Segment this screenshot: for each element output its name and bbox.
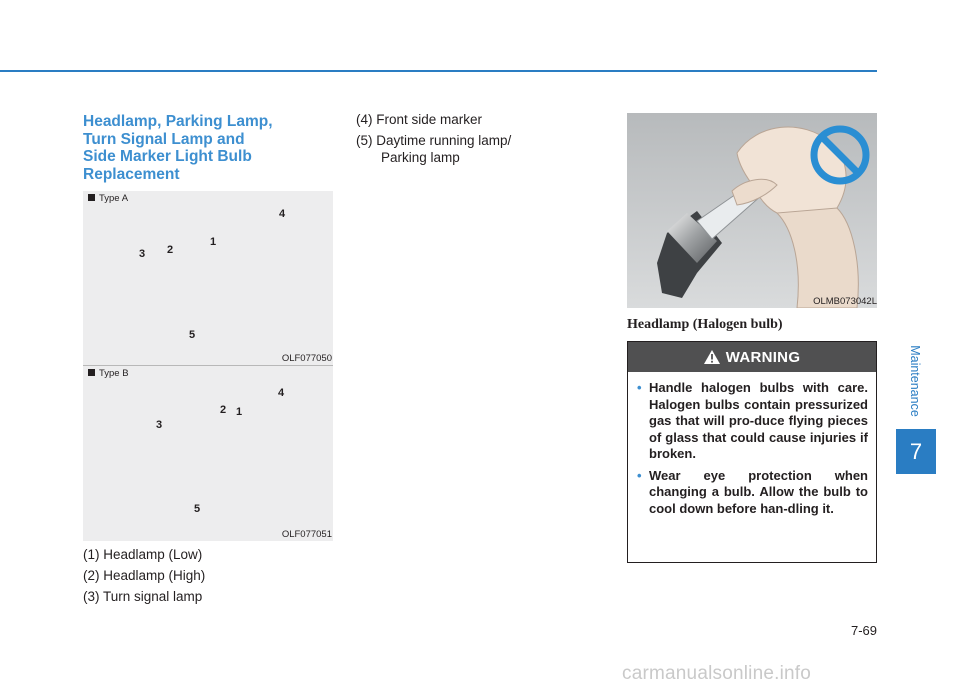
warning-text: Wear eye protection when changing a bulb. Allow the bulb to cool down before han-dling it. xyxy=(649,467,868,516)
warning-title: WARNING xyxy=(725,348,801,366)
callout-3: 3 xyxy=(139,248,146,260)
parts-list-right xyxy=(356,110,511,169)
callout-2: 2 xyxy=(220,404,227,416)
callout-4: 4 xyxy=(278,387,285,399)
callout-1: 1 xyxy=(210,236,217,248)
section-title-line: Headlamp, Parking Lamp, xyxy=(83,113,273,130)
page-number: 7-69 xyxy=(850,623,877,638)
type-b-text: Type B xyxy=(99,368,129,379)
photo-caption: Headlamp (Halogen bulb) xyxy=(627,317,783,332)
halogen-bulb-photo xyxy=(627,113,877,308)
bullet-icon: • xyxy=(637,380,642,395)
warning-box xyxy=(627,341,877,563)
square-bullet-icon xyxy=(88,194,95,201)
figure-a-code: OLF077050 xyxy=(281,353,332,364)
list-item: (2) Headlamp (High) xyxy=(83,568,206,583)
warning-triangle-icon xyxy=(704,350,720,364)
watermark: carmanualsonline.info xyxy=(622,663,812,684)
section-title xyxy=(83,113,323,183)
section-title-line: Replacement xyxy=(83,165,180,183)
type-b-label xyxy=(88,368,129,379)
list-item xyxy=(637,380,868,463)
bullet-icon: • xyxy=(637,467,642,483)
parts-list-left xyxy=(83,544,205,607)
warning-header xyxy=(628,342,876,372)
type-a-text: Type A xyxy=(99,193,129,204)
figure-type-a xyxy=(83,191,333,365)
callout-2: 2 xyxy=(167,244,174,256)
list-item: (4) Front side marker xyxy=(356,112,483,127)
list-item-line: (5) Daytime running lamp/ xyxy=(356,133,512,148)
section-title-line: Turn Signal Lamp and xyxy=(83,130,245,148)
square-bullet-icon xyxy=(88,369,95,376)
photo-code: OLMB073042L xyxy=(813,296,877,307)
figure-b-code: OLF077051 xyxy=(281,529,332,540)
callout-3: 3 xyxy=(156,419,163,431)
callout-4: 4 xyxy=(279,208,286,220)
section-title-line: Side Marker Light Bulb xyxy=(83,148,252,165)
chapter-name: Maintenance xyxy=(908,345,923,417)
figure-type-b xyxy=(83,366,333,541)
warning-list xyxy=(628,372,876,517)
list-item: (3) Turn signal lamp xyxy=(83,589,203,604)
list-item: (1) Headlamp (Low) xyxy=(83,547,203,562)
list-item xyxy=(356,131,511,167)
chapter-number-tab: 7 xyxy=(896,429,936,474)
list-item xyxy=(637,468,868,518)
callout-5: 5 xyxy=(189,329,196,341)
callout-5: 5 xyxy=(194,503,201,515)
warning-text: Handle halogen bulbs with care. Halogen bulbs contain pressurized gas that will pro-duce flying pieces of glass that could cause injuries if broken. xyxy=(649,380,868,461)
prohibition-icon xyxy=(808,123,872,187)
chapter-side-label xyxy=(900,336,930,426)
type-a-label xyxy=(88,193,128,204)
top-rule xyxy=(0,70,877,72)
callout-1: 1 xyxy=(236,406,243,418)
list-item-continuation: Parking lamp xyxy=(381,150,460,165)
